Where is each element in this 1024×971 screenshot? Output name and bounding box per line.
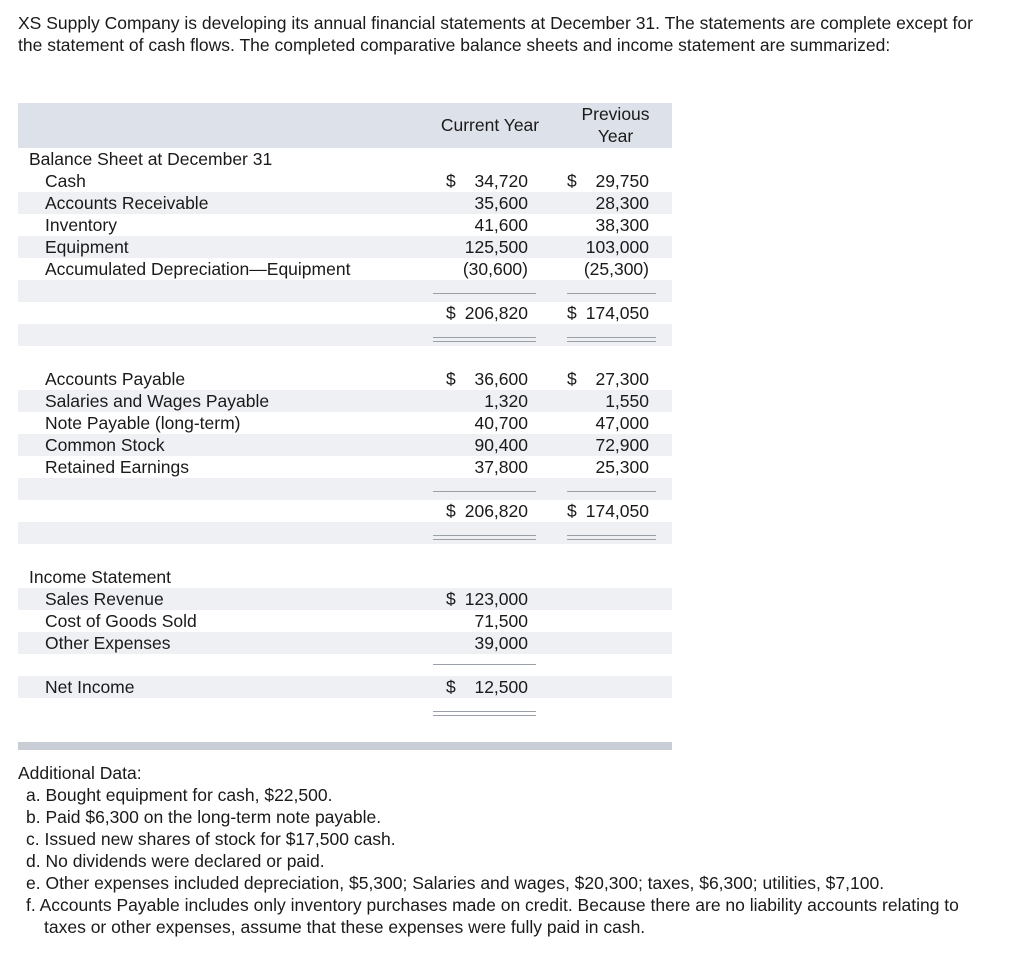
list-item: e. Other expenses included depreciation, $5,300; Salaries and wages, $20,300; taxes, $6,300; utilities, $7,100. — [26, 873, 885, 893]
financial-statements-table — [18, 103, 672, 750]
additional-data-title: Additional Data: — [18, 763, 142, 783]
list-item: f. Accounts Payable includes only inventory purchases made on credit. Because there are no liability accounts relating to taxes or other expenses, assume that these expenses were fully paid in cash. — [26, 895, 959, 937]
table-row: Accumulated Depreciation—Equipment (30,600) (25,300) — [45, 259, 649, 279]
intro-paragraph: XS Supply Company is developing its annual financial statements at December 31. The statements are complete except for the statement of cash flows. The completed comparative balance sheets and income statement are summarized: — [18, 13, 973, 55]
spacer-row — [18, 346, 672, 368]
total-rule — [567, 293, 656, 294]
additional-data-list — [18, 784, 978, 938]
list-item: a. Bought equipment for cash, $22,500. — [26, 785, 333, 805]
income-statement-title-row — [18, 566, 672, 588]
balance-sheet-title-row — [18, 148, 672, 170]
double-rule — [433, 535, 536, 536]
table-row: Inventory 41,600 38,300 — [45, 215, 649, 235]
spacer-row — [18, 654, 672, 676]
table-row: Equipment 125,500 103,000 — [18, 236, 672, 258]
double-rule — [433, 337, 536, 338]
list-item: c. Issued new shares of stock for $17,500 cash. — [26, 829, 396, 849]
total-rule — [433, 293, 536, 294]
header-previous-year: Previous Year — [581, 104, 650, 146]
table-row: Other Expenses 39,000 — [18, 632, 672, 654]
table-row: Cost of Goods Sold 71,500 — [45, 611, 528, 631]
table-row: Note Payable (long-term) 40,700 47,000 — [45, 413, 649, 433]
list-item: d. No dividends were declared or paid. — [26, 851, 325, 871]
table-row: Retained Earnings 37,800 25,300 — [45, 457, 649, 477]
income-statement-title: Income Statement — [29, 567, 172, 587]
spacer-row — [18, 280, 672, 302]
table-footer-bar — [18, 742, 672, 750]
table-header — [18, 103, 672, 148]
total-rule — [433, 664, 536, 665]
table-row: Cash $ 34,720 $ 29,750 — [45, 171, 649, 191]
total-assets-row: $ 206,820 $ 174,050 — [446, 303, 649, 323]
table-row: Accounts Receivable 35,600 28,300 — [18, 192, 672, 214]
spacer-row — [18, 478, 672, 500]
net-income-row: Net Income $ 12,500 — [18, 676, 672, 698]
double-rule — [567, 535, 656, 536]
double-rule — [433, 711, 536, 712]
table-row: Accounts Payable $ 36,600 $ 27,300 — [45, 369, 649, 389]
spacer-row — [18, 544, 672, 566]
header-current-year: Current Year — [440, 115, 540, 135]
spacer-row — [18, 324, 672, 346]
total-liabilities-row: $ 206,820 $ 174,050 — [446, 501, 649, 521]
double-rule — [567, 337, 656, 338]
spacer-row — [18, 698, 672, 720]
table-row: Common Stock 90,400 72,900 — [18, 434, 672, 456]
table-row: Salaries and Wages Payable 1,320 1,550 — [18, 390, 672, 412]
balance-sheet-title: Balance Sheet at December 31 — [29, 149, 273, 169]
list-item: b. Paid $6,300 on the long-term note payable. — [26, 807, 382, 827]
total-rule — [433, 491, 536, 492]
table-row: Sales Revenue $ 123,000 — [18, 588, 672, 610]
total-rule — [567, 491, 656, 492]
spacer-row — [18, 522, 672, 544]
additional-data — [18, 762, 978, 938]
